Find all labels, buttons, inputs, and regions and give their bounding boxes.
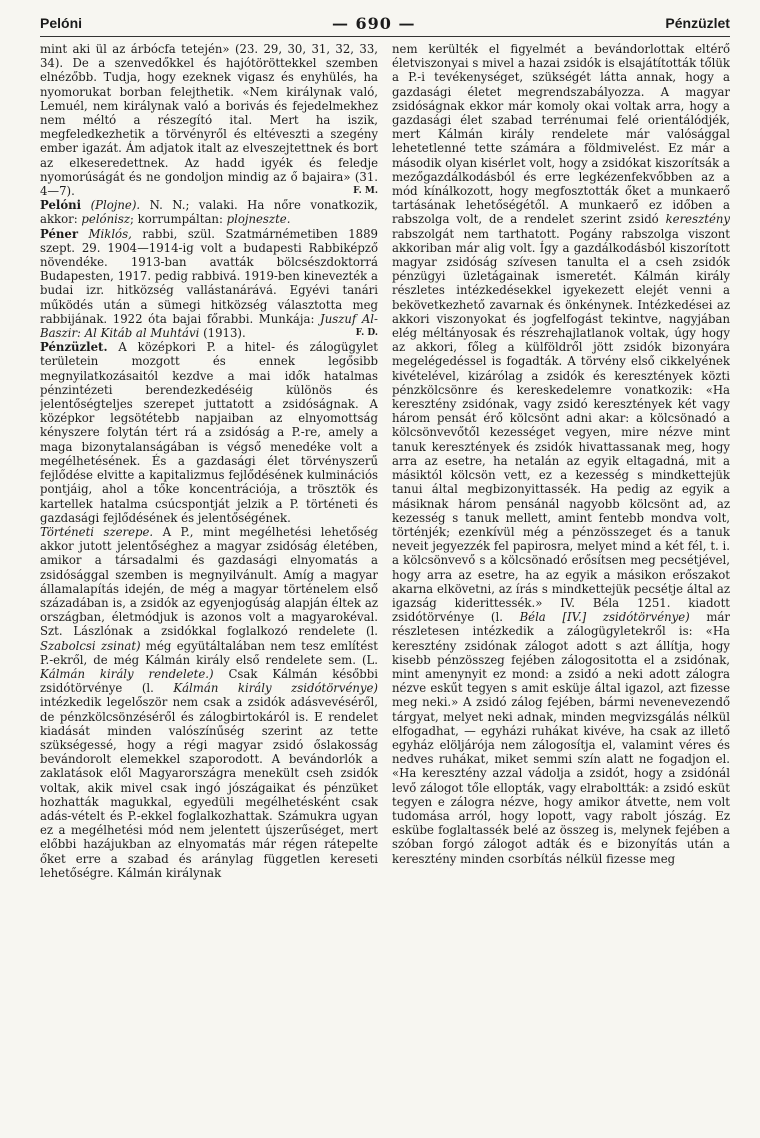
paragraph-continuation: nem kerülték el figyelmét a bevándorlottak eltérő életviszonyai s mivel a hazai zsidók is elsajátították tőlük a P.-i tevékenységet, szükségét látta annak, hogy a gazdasági életet megrendszabályozza. A magyar zsidóságnak ekkor már komoly okai voltak arra, hogy a gazdasági élet szabad terrénumai felé orientálódjék, mert Kálmán király rendelete már valósággal lehetetlenné tette számára a földmivelést. Ez már a második olyan kisérlet volt, hogy a zsidókat kiszorítsák a mezőgazdálkodásból és erre legkézenfekvőbben az a mód kínálkozott, hogy megfosztották őket a munkaerő tartásának lehetőségétől. A munkaerő ez időben a rabszolga volt, de a rendelet szerint zsidó keresztény rabszolgát nem tarthatott. Pogány rabszolga viszont akkoriban már alig volt. Így a gazdálkodásból kiszorított magyar zsidóság szívesen tanulta el a cseh zsidók pénzügyi üzletágainak ismeretét. Kálmán király részletes intézkedésekkel igyekezett elejét venni a bekövetkezhető zavarnak és önkénynek. Intézkedései az akkori viszonyokat és jogfelfogást tekintve, nagyjában elég méltányosak és részrehajlatlanok voltak, úgy hogy az akkori, főleg a külföldről jött zsidók bizonyára megelégedéssel is fogadták. A törvény első cikkelyének kivételével, kizárólag a zsidók és keresztények közti pénzkölcsönre és kereskedelemre vonatkozik: «Ha keresztény zsidónak, vagy zsidó keresztények két vagy három pensát érő kölcsönt adni akar: a kölcsönadó a kölcsönvevőtől kezességet vegyen, mire nézve mint tanuk keresztények és zsidók hivattassanak meg, hogy arra az esetre, ha netalán az egyik eltagadná, mit a másiktól kölcsön vett, ez a kezesség s mindkettejük tanui által megbizonyittassék. Ha pedig az egyik a másiknak három pensánál nagyobb kölcsönt ad, az kezesség s tanuk mellett, amint fentebb mondva volt, történjék; ezenkívül még a pénzösszeget és a tanuk neveit jegyezzék fel papirosra, melyet mind a két fél, t. i. a kölcsönvevő s a kölcsönadó erősítsen meg pecsétjével, hogy arra az esetre, ha az egyik a másikon erőszakot akarna elkövetni, az írás s mindkettejük pecsétje által az igazság kiderittessék.» IV. Béla 1251. kiadott zsidótörvénye (l. Béla [IV.] zsidótörvénye) már részletesen intézkedik a zálogügyletekről is: «Ha keresztény zsidónak zálogot adott s azt állítja, hogy kisebb pénzösszeg fejében zálogositotta el a zsidónak, mint amenynyit ez mond: a zsidó a neki adott zálogra nézve eskűt tegyen s amit esküje által igazol, azt fizesse meg neki.» A zsidó zálog fejében, bármi nevenevezendő tárgyat, melyet neki adnak, minden megvizsgálás nélkül elfogadhat, — egyházi ruhákat kivéve, ha csak az illető egyház elöljárója nem zálogosítja el, valamint véres és nedves ruhákat, miket semmi szín alatt ne fogadjon el. «Ha keresztény azzal vádolja a zsidót, hogy a zsidónál levő zálogot tőle ellopták, vagy elraboltták: a zsidó esküt tegyen e zálogra nézve, hogy amikor átvette, nem volt tudomása arról, hogy lopott, vagy rabolt jószág. Ez eskübe foglaltassék belé az összeg is, melynek fejében a szóban forgó zálogot adták és e bizonyítás után a keresztény minden csorbítás nélkül fizesse meg (392, 42, 730, 866)
header-left-word: Pelóni (40, 15, 83, 31)
entry-headword: Pelóni (40, 198, 82, 213)
header-right-word: Pénzüzlet (665, 15, 730, 31)
section-heading: Történeti szerepe. (40, 524, 154, 539)
paragraph-mishle-end: mint aki ül az árbócfa tetején» (23. 29, 30, 31, 32, 33, 34). De a szenvedőkkel és hajótöröttekkel szemben elnézőbb. Tudja, hogy ezeknek vigasz és enyhülés, ha nyomorukat borban felejthetik. «Nem királynak való, Lemuél, nem királynak való a borivás és fejedelmekhez nem méltó a részegító ital. Mert ha iszik, megfeledkezhetik a törvényről és eltéveszti a szegény ember igazát. Ám adjatok italt az elveszejtettnek és bort az elkeseredettnek. Az hadd igyék és feledje nyomorúságát és ne gondoljon mindig az ő bajaira» (31. 4—7). F. M. (40, 42, 378, 199)
left-column (40, 42, 378, 1122)
author-signature: F. M. (353, 186, 378, 197)
right-column (392, 42, 730, 1122)
entry-penzuzlet: Pénzüzlet. A középkori P. a hitel- és zálogügylet területein mozgott és ennek legősibb megnyilatkozásaitól kezdve a mai idők hatalmas pénzintézeti berendezkedéséig különös és jelentőségteljes szerepet juttatott a zsidóságnak. A középkor legsötétebb napjaiban az elnyomottság kényszere folytán tért rá a zsidóság a P.-re, amely a maga bizonytalanságában is végső menedéke volt a megélhetésének. És a gazdasági élet törvényszerű fejlődése elvitte a kapitalizmus fejlődésének kulminációs pontjáig, ahol a tőke koncentrációja, a trösztök és kartellek hatalma csúcspontját jelzik a P. történeti és gazdasági fejlődésének és jelentőségének. (40, 340, 378, 525)
entry-headword: Péner (40, 226, 79, 241)
text-columns (40, 42, 730, 1122)
section-torteneti-szerepe: Történeti szerepe. A P., mint megélhetési lehetőség akkor jutott jelentőséghez a magyar zsidóság életében, amikor a társadalmi és gazdasági elnyomatás a zsidósággal szemben is megnyilvánult. Amíg a magyar államalapítás idején, de még a magyar történelem első századában is, a zsidók az egyenjogúság alapján éltek az országban, életmódjuk is azonos volt a magyarokéval. Szt. Lászlónak a zsidókkal foglalkozó rendelete (l. Szabolcsi zsinat) még együtáltalában nem tesz említést P.-ekről, de még Kálmán király első rendelete sem. (L. Kálmán király rendelete.) Csak Kálmán későbbi zsidótörvénye (l. Kálmán király zsidótörvénye) intézkedik legelőször nem csak a zsidók adásvevéséről, de pénzkölcsönzéséről és zálogbirtokáról is. E rendelet kiadását minden valószínűség szerint az tette szükségessé, hogy a régi magyar zsidó őslakosság bevándorolt elemekkel szaporodott. A bevándorlók a zaklatások elől Magyarországra menekült cseh zsidók voltak, akik mivel csak ingó jószágaikat és pénzüket hozhatták magukkal, egyedüli megélhetésként csak adás-vételt és P.-ekkel foglalkozhattak. Számukra ugyan ez a megélhetési mód nem jelentett újszerűséget, mert előbbi hazájukban az elnyomatás már régen rátерelte őket erre a szabad és aránylag független kereseti lehetőségre. Kálmán királynak (40, 524, 378, 880)
page-number: — 690 — (331, 13, 416, 33)
entry-pener: Péner Miklós, rabbi, szül. Szatmárnémetiben 1889 szept. 29. 1904—1914-ig volt a budapesti Rabbiképző növendéke. 1913-ban avatták bölcsészdoktorrá Budapesten, 1917. pedig rabbivá. 1919-ben kinevezték a budai izr. hitközség vallástanárává. Egyévi tanári működés után a sümegi hitközség választotta meg rabbijának. 1922 óta bajai főrabbi. Munkája: Juszuf Al-Baszir: Al Kitáb al Muhtávi (1913). F. D. (40, 226, 378, 341)
entry-headword: Pénzüzlet. (40, 340, 108, 355)
entry-peloni: Pelóni (Plojne). N. N.; valaki. Ha nőre vonatkozik, akkor: pelónisz; korrumpáltan: plojneszte. (40, 198, 378, 227)
running-header (40, 10, 730, 37)
author-signature: F. D. (355, 328, 378, 339)
